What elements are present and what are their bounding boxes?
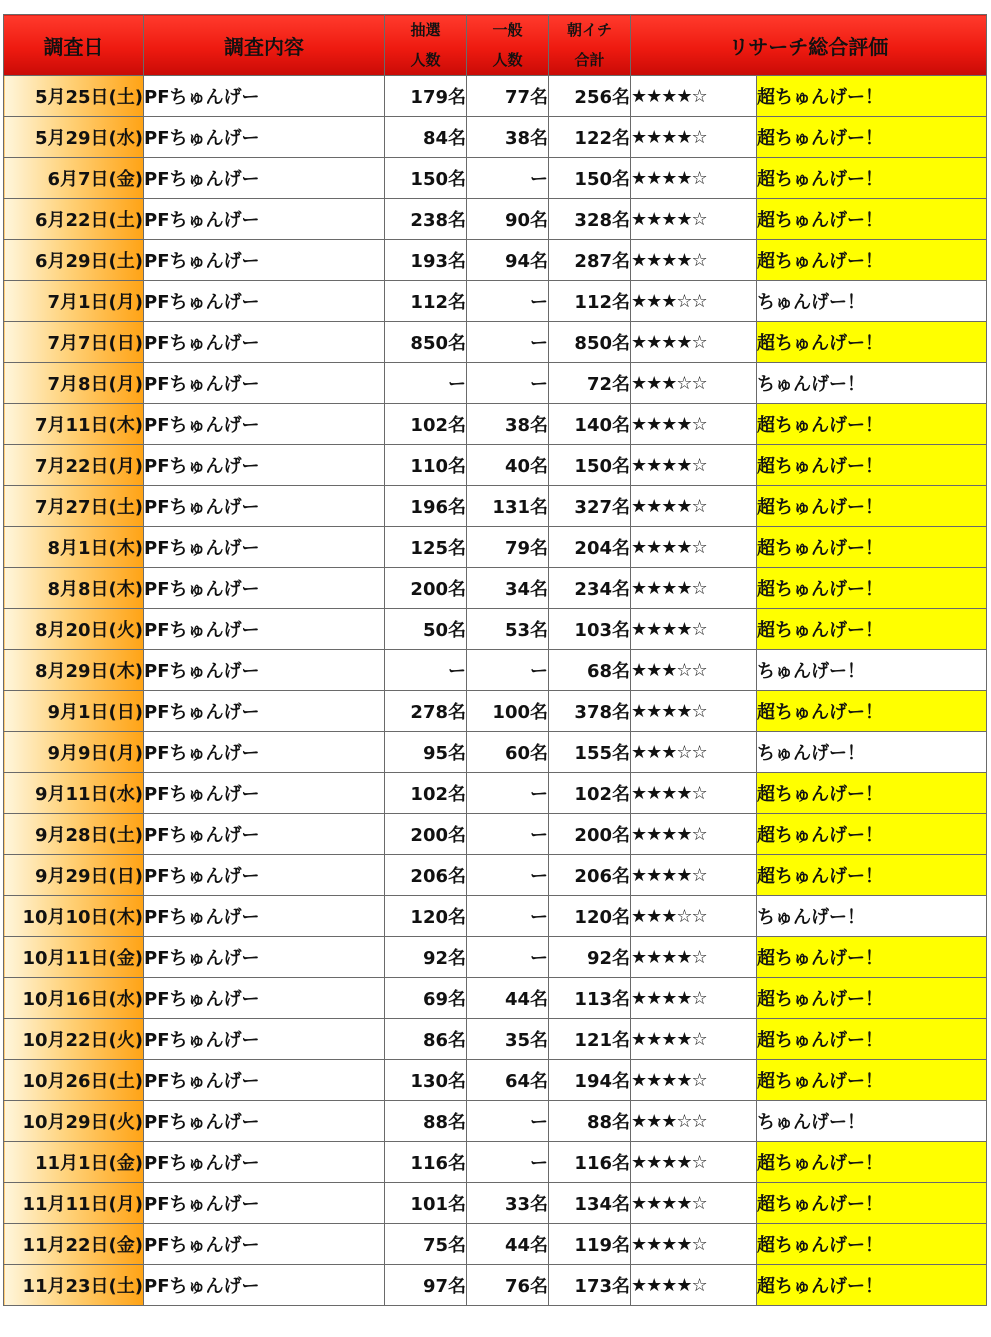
- date-cell: 6月29日(土): [4, 240, 144, 281]
- morning-total-cell: 102名: [549, 773, 631, 814]
- general-count-cell: 33名: [467, 1183, 549, 1224]
- content-cell: PFちゅんげー: [144, 732, 385, 773]
- lottery-count-cell: 110名: [385, 445, 467, 486]
- header-general-line2: 人数: [492, 51, 523, 69]
- morning-total-cell: 88名: [549, 1101, 631, 1142]
- verdict-cell: 超ちゅんげー！: [757, 568, 987, 609]
- content-cell: PFちゅんげー: [144, 896, 385, 937]
- table-row: [4, 773, 987, 814]
- general-count-cell: ー: [467, 322, 549, 363]
- content-cell: PFちゅんげー: [144, 691, 385, 732]
- date-cell: 10月10日(木): [4, 896, 144, 937]
- table-row: [4, 568, 987, 609]
- table-row: [4, 732, 987, 773]
- verdict-cell: 超ちゅんげー！: [757, 609, 987, 650]
- content-cell: PFちゅんげー: [144, 1142, 385, 1183]
- lottery-count-cell: 278名: [385, 691, 467, 732]
- content-cell: PFちゅんげー: [144, 404, 385, 445]
- date-cell: 9月29日(日): [4, 855, 144, 896]
- content-cell: PFちゅんげー: [144, 773, 385, 814]
- date-cell: 7月22日(月): [4, 445, 144, 486]
- lottery-count-cell: 130名: [385, 1060, 467, 1101]
- verdict-cell: 超ちゅんげー！: [757, 978, 987, 1019]
- header-lottery: [385, 15, 467, 76]
- verdict-cell: 超ちゅんげー！: [757, 158, 987, 199]
- content-cell: PFちゅんげー: [144, 322, 385, 363]
- content-cell: PFちゅんげー: [144, 527, 385, 568]
- content-cell: PFちゅんげー: [144, 486, 385, 527]
- general-count-cell: ー: [467, 1101, 549, 1142]
- general-count-cell: 38名: [467, 117, 549, 158]
- general-count-cell: 38名: [467, 404, 549, 445]
- general-count-cell: 131名: [467, 486, 549, 527]
- star-rating-cell: ★★★☆☆: [631, 363, 757, 404]
- date-cell: 8月20日(火): [4, 609, 144, 650]
- general-count-cell: ー: [467, 855, 549, 896]
- star-rating-cell: ★★★★☆: [631, 855, 757, 896]
- table-row: [4, 322, 987, 363]
- table-row: [4, 650, 987, 691]
- date-cell: 10月22日(火): [4, 1019, 144, 1060]
- general-count-cell: 60名: [467, 732, 549, 773]
- morning-total-cell: 378名: [549, 691, 631, 732]
- date-cell: 11月23日(土): [4, 1265, 144, 1306]
- verdict-cell: ちゅんげー！: [757, 281, 987, 322]
- morning-total-cell: 200名: [549, 814, 631, 855]
- lottery-count-cell: 50名: [385, 609, 467, 650]
- table-row: [4, 1224, 987, 1265]
- general-count-cell: 64名: [467, 1060, 549, 1101]
- general-count-cell: ー: [467, 363, 549, 404]
- morning-total-cell: 112名: [549, 281, 631, 322]
- date-cell: 9月28日(土): [4, 814, 144, 855]
- content-cell: PFちゅんげー: [144, 76, 385, 117]
- lottery-count-cell: 238名: [385, 199, 467, 240]
- verdict-cell: ちゅんげー！: [757, 1101, 987, 1142]
- date-cell: 7月11日(木): [4, 404, 144, 445]
- verdict-cell: 超ちゅんげー！: [757, 445, 987, 486]
- morning-total-cell: 256名: [549, 76, 631, 117]
- morning-total-cell: 234名: [549, 568, 631, 609]
- morning-total-cell: 121名: [549, 1019, 631, 1060]
- lottery-count-cell: 69名: [385, 978, 467, 1019]
- star-rating-cell: ★★★☆☆: [631, 1101, 757, 1142]
- date-cell: 10月11日(金): [4, 937, 144, 978]
- star-rating-cell: ★★★★☆: [631, 609, 757, 650]
- lottery-count-cell: 200名: [385, 568, 467, 609]
- verdict-cell: 超ちゅんげー！: [757, 76, 987, 117]
- morning-total-cell: 173名: [549, 1265, 631, 1306]
- general-count-cell: ー: [467, 650, 549, 691]
- star-rating-cell: ★★★★☆: [631, 1265, 757, 1306]
- verdict-cell: ちゅんげー！: [757, 363, 987, 404]
- table-row: [4, 1265, 987, 1306]
- table-row: [4, 158, 987, 199]
- table-row: [4, 814, 987, 855]
- general-count-cell: ー: [467, 814, 549, 855]
- star-rating-cell: ★★★★☆: [631, 1224, 757, 1265]
- general-count-cell: 79名: [467, 527, 549, 568]
- morning-total-cell: 134名: [549, 1183, 631, 1224]
- verdict-cell: 超ちゅんげー！: [757, 404, 987, 445]
- general-count-cell: ー: [467, 281, 549, 322]
- morning-total-cell: 206名: [549, 855, 631, 896]
- lottery-count-cell: 125名: [385, 527, 467, 568]
- verdict-cell: ちゅんげー！: [757, 732, 987, 773]
- star-rating-cell: ★★★★☆: [631, 445, 757, 486]
- general-count-cell: 76名: [467, 1265, 549, 1306]
- star-rating-cell: ★★★★☆: [631, 1142, 757, 1183]
- date-cell: 8月29日(木): [4, 650, 144, 691]
- table-row: [4, 609, 987, 650]
- morning-total-cell: 327名: [549, 486, 631, 527]
- table-row: [4, 281, 987, 322]
- verdict-cell: ちゅんげー！: [757, 896, 987, 937]
- research-results-table: [3, 14, 987, 1306]
- morning-total-cell: 72名: [549, 363, 631, 404]
- lottery-count-cell: 88名: [385, 1101, 467, 1142]
- lottery-count-cell: 86名: [385, 1019, 467, 1060]
- lottery-count-cell: ー: [385, 650, 467, 691]
- header-lottery-line2: 人数: [410, 51, 441, 69]
- content-cell: PFちゅんげー: [144, 609, 385, 650]
- morning-total-cell: 287名: [549, 240, 631, 281]
- star-rating-cell: ★★★★☆: [631, 1183, 757, 1224]
- morning-total-cell: 122名: [549, 117, 631, 158]
- general-count-cell: ー: [467, 896, 549, 937]
- lottery-count-cell: 84名: [385, 117, 467, 158]
- date-cell: 7月27日(土): [4, 486, 144, 527]
- content-cell: PFちゅんげー: [144, 199, 385, 240]
- date-cell: 10月16日(水): [4, 978, 144, 1019]
- morning-total-cell: 150名: [549, 158, 631, 199]
- general-count-cell: ー: [467, 937, 549, 978]
- date-cell: 7月7日(日): [4, 322, 144, 363]
- lottery-count-cell: 120名: [385, 896, 467, 937]
- content-cell: PFちゅんげー: [144, 117, 385, 158]
- general-count-cell: ー: [467, 773, 549, 814]
- content-cell: PFちゅんげー: [144, 814, 385, 855]
- content-cell: PFちゅんげー: [144, 978, 385, 1019]
- content-cell: PFちゅんげー: [144, 937, 385, 978]
- date-cell: 6月22日(土): [4, 199, 144, 240]
- star-rating-cell: ★★★☆☆: [631, 650, 757, 691]
- lottery-count-cell: 193名: [385, 240, 467, 281]
- header-morning-line2: 合計: [574, 51, 605, 69]
- morning-total-cell: 204名: [549, 527, 631, 568]
- star-rating-cell: ★★★★☆: [631, 527, 757, 568]
- star-rating-cell: ★★★★☆: [631, 1060, 757, 1101]
- star-rating-cell: ★★★★☆: [631, 691, 757, 732]
- verdict-cell: 超ちゅんげー！: [757, 773, 987, 814]
- table-row: [4, 1019, 987, 1060]
- verdict-cell: 超ちゅんげー！: [757, 937, 987, 978]
- header-morning-total: [549, 15, 631, 76]
- content-cell: PFちゅんげー: [144, 855, 385, 896]
- verdict-cell: 超ちゅんげー！: [757, 527, 987, 568]
- verdict-cell: 超ちゅんげー！: [757, 855, 987, 896]
- morning-total-cell: 68名: [549, 650, 631, 691]
- content-cell: PFちゅんげー: [144, 1224, 385, 1265]
- table-row: [4, 199, 987, 240]
- table-row: [4, 1060, 987, 1101]
- table-row: [4, 978, 987, 1019]
- general-count-cell: 35名: [467, 1019, 549, 1060]
- general-count-cell: 77名: [467, 76, 549, 117]
- header-general: [467, 15, 549, 76]
- lottery-count-cell: 101名: [385, 1183, 467, 1224]
- general-count-cell: 90名: [467, 199, 549, 240]
- table-row: [4, 117, 987, 158]
- table-row: [4, 855, 987, 896]
- date-cell: 11月1日(金): [4, 1142, 144, 1183]
- date-cell: 6月7日(金): [4, 158, 144, 199]
- star-rating-cell: ★★★★☆: [631, 1019, 757, 1060]
- verdict-cell: 超ちゅんげー！: [757, 199, 987, 240]
- lottery-count-cell: 112名: [385, 281, 467, 322]
- star-rating-cell: ★★★★☆: [631, 117, 757, 158]
- verdict-cell: 超ちゅんげー！: [757, 486, 987, 527]
- verdict-cell: 超ちゅんげー！: [757, 117, 987, 158]
- header-general-line1: 一般: [492, 21, 523, 39]
- verdict-cell: 超ちゅんげー！: [757, 1060, 987, 1101]
- verdict-cell: 超ちゅんげー！: [757, 1019, 987, 1060]
- verdict-cell: 超ちゅんげー！: [757, 240, 987, 281]
- header-morning-line1: 朝イチ: [566, 21, 612, 39]
- table-row: [4, 486, 987, 527]
- morning-total-cell: 119名: [549, 1224, 631, 1265]
- content-cell: PFちゅんげー: [144, 445, 385, 486]
- date-cell: 5月25日(土): [4, 76, 144, 117]
- general-count-cell: 40名: [467, 445, 549, 486]
- morning-total-cell: 328名: [549, 199, 631, 240]
- lottery-count-cell: 102名: [385, 773, 467, 814]
- verdict-cell: 超ちゅんげー！: [757, 1183, 987, 1224]
- star-rating-cell: ★★★★☆: [631, 773, 757, 814]
- content-cell: PFちゅんげー: [144, 158, 385, 199]
- morning-total-cell: 113名: [549, 978, 631, 1019]
- date-cell: 7月8日(月): [4, 363, 144, 404]
- content-cell: PFちゅんげー: [144, 1019, 385, 1060]
- star-rating-cell: ★★★★☆: [631, 322, 757, 363]
- header-content: 調査内容: [144, 15, 385, 76]
- date-cell: 11月11日(月): [4, 1183, 144, 1224]
- table-row: [4, 1101, 987, 1142]
- lottery-count-cell: 92名: [385, 937, 467, 978]
- date-cell: 8月1日(木): [4, 527, 144, 568]
- morning-total-cell: 850名: [549, 322, 631, 363]
- date-cell: 9月1日(日): [4, 691, 144, 732]
- morning-total-cell: 194名: [549, 1060, 631, 1101]
- star-rating-cell: ★★★☆☆: [631, 732, 757, 773]
- lottery-count-cell: 150名: [385, 158, 467, 199]
- table-row: [4, 240, 987, 281]
- content-cell: PFちゅんげー: [144, 1060, 385, 1101]
- verdict-cell: 超ちゅんげー！: [757, 1224, 987, 1265]
- table-row: [4, 1183, 987, 1224]
- general-count-cell: ー: [467, 158, 549, 199]
- star-rating-cell: ★★★☆☆: [631, 281, 757, 322]
- table-row: [4, 363, 987, 404]
- morning-total-cell: 140名: [549, 404, 631, 445]
- table-row: [4, 691, 987, 732]
- date-cell: 9月11日(水): [4, 773, 144, 814]
- morning-total-cell: 116名: [549, 1142, 631, 1183]
- lottery-count-cell: 116名: [385, 1142, 467, 1183]
- header-lottery-line1: 抽選: [410, 21, 441, 39]
- table-row: [4, 937, 987, 978]
- star-rating-cell: ★★★★☆: [631, 404, 757, 445]
- lottery-count-cell: 97名: [385, 1265, 467, 1306]
- star-rating-cell: ★★★★☆: [631, 937, 757, 978]
- general-count-cell: ー: [467, 1142, 549, 1183]
- date-cell: 7月1日(月): [4, 281, 144, 322]
- star-rating-cell: ★★★★☆: [631, 486, 757, 527]
- table-row: [4, 896, 987, 937]
- lottery-count-cell: 95名: [385, 732, 467, 773]
- morning-total-cell: 103名: [549, 609, 631, 650]
- table-body: [4, 76, 987, 1306]
- content-cell: PFちゅんげー: [144, 1101, 385, 1142]
- verdict-cell: 超ちゅんげー！: [757, 322, 987, 363]
- morning-total-cell: 150名: [549, 445, 631, 486]
- lottery-count-cell: 196名: [385, 486, 467, 527]
- star-rating-cell: ★★★★☆: [631, 814, 757, 855]
- content-cell: PFちゅんげー: [144, 1183, 385, 1224]
- table-row: [4, 445, 987, 486]
- header-row: [4, 15, 987, 76]
- content-cell: PFちゅんげー: [144, 568, 385, 609]
- table-row: [4, 404, 987, 445]
- morning-total-cell: 155名: [549, 732, 631, 773]
- date-cell: 8月8日(木): [4, 568, 144, 609]
- general-count-cell: 44名: [467, 1224, 549, 1265]
- table-row: [4, 527, 987, 568]
- verdict-cell: 超ちゅんげー！: [757, 1142, 987, 1183]
- table-header: [4, 15, 987, 76]
- verdict-cell: 超ちゅんげー！: [757, 1265, 987, 1306]
- date-cell: 9月9日(月): [4, 732, 144, 773]
- star-rating-cell: ★★★★☆: [631, 76, 757, 117]
- star-rating-cell: ★★★★☆: [631, 158, 757, 199]
- general-count-cell: 94名: [467, 240, 549, 281]
- header-date: 調査日: [4, 15, 144, 76]
- content-cell: PFちゅんげー: [144, 281, 385, 322]
- star-rating-cell: ★★★☆☆: [631, 896, 757, 937]
- verdict-cell: 超ちゅんげー！: [757, 691, 987, 732]
- verdict-cell: ちゅんげー！: [757, 650, 987, 691]
- star-rating-cell: ★★★★☆: [631, 978, 757, 1019]
- morning-total-cell: 92名: [549, 937, 631, 978]
- morning-total-cell: 120名: [549, 896, 631, 937]
- date-cell: 10月29日(火): [4, 1101, 144, 1142]
- lottery-count-cell: 200名: [385, 814, 467, 855]
- content-cell: PFちゅんげー: [144, 650, 385, 691]
- lottery-count-cell: 102名: [385, 404, 467, 445]
- star-rating-cell: ★★★★☆: [631, 568, 757, 609]
- table-row: [4, 76, 987, 117]
- general-count-cell: 100名: [467, 691, 549, 732]
- star-rating-cell: ★★★★☆: [631, 240, 757, 281]
- lottery-count-cell: 75名: [385, 1224, 467, 1265]
- content-cell: PFちゅんげー: [144, 240, 385, 281]
- table-row: [4, 1142, 987, 1183]
- general-count-cell: 53名: [467, 609, 549, 650]
- header-rating: リサーチ総合評価: [631, 15, 987, 76]
- star-rating-cell: ★★★★☆: [631, 199, 757, 240]
- date-cell: 5月29日(水): [4, 117, 144, 158]
- lottery-count-cell: 206名: [385, 855, 467, 896]
- lottery-count-cell: 850名: [385, 322, 467, 363]
- general-count-cell: 44名: [467, 978, 549, 1019]
- lottery-count-cell: 179名: [385, 76, 467, 117]
- verdict-cell: 超ちゅんげー！: [757, 814, 987, 855]
- general-count-cell: 34名: [467, 568, 549, 609]
- content-cell: PFちゅんげー: [144, 363, 385, 404]
- content-cell: PFちゅんげー: [144, 1265, 385, 1306]
- date-cell: 10月26日(土): [4, 1060, 144, 1101]
- lottery-count-cell: ー: [385, 363, 467, 404]
- date-cell: 11月22日(金): [4, 1224, 144, 1265]
